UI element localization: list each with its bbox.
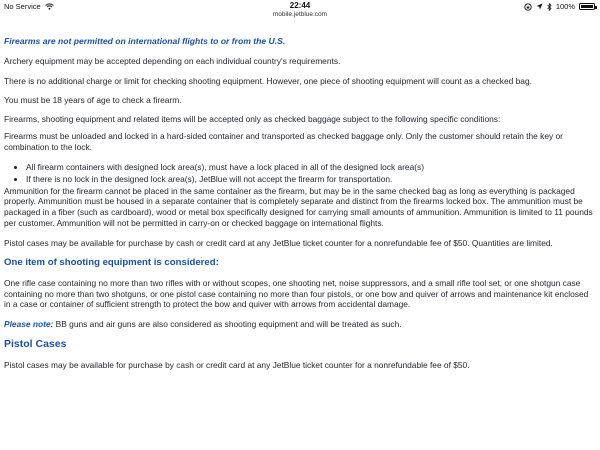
clock: 22:44 xyxy=(289,1,311,10)
note-paragraph xyxy=(4,319,596,330)
shooting-equipment-paragraph: One rifle case containing no more than two rifles with or without scopes, one shooting net, noise suppressors, and a small rifle tool set, or one shotgun case containing no more than two shotguns, or one pistol case containing no more than four pistols, or one bow and quiver of arrows and maintenance kit enclosed in a case or container of sufficient strength to protect the bow and quiver with arrows from accidental damage. xyxy=(4,277,589,310)
unloaded-paragraph: Firearms must be unloaded and locked in a hard-sided container and transported as checked baggage only. Only the customer should retain the key or combination to the lock. xyxy=(4,131,563,153)
pistol-cases-heading: Pistol Cases xyxy=(4,338,67,351)
archery-paragraph: Archery equipment may be accepted depending on each individual country's requirements. xyxy=(4,56,341,67)
url-bar[interactable]: mobile.jetblue.com xyxy=(272,11,328,18)
bluetooth-icon xyxy=(547,3,552,11)
pistol-cases-paragraph: Pistol cases may be available for purchase by cash or credit card at any JetBlue ticket counter for a nonrefundable fee of $50. Quantities are limited. xyxy=(4,237,553,248)
status-right xyxy=(524,2,595,11)
age-paragraph: You must be 18 years of age to check a firearm. xyxy=(4,95,182,106)
article-content xyxy=(4,36,596,379)
international-warning: Firearms are not permitted on international flights to or from the U.S. xyxy=(4,36,286,46)
battery-icon xyxy=(579,3,595,10)
note-label: Please note: xyxy=(4,318,54,329)
lock-requirements-list xyxy=(26,162,596,185)
shooting-equipment-heading: One item of shooting equipment is considered: xyxy=(4,257,219,269)
no-charge-paragraph: There is no additional charge or limit for checking shooting equipment. However, one piece of shooting equipment will count as a checked bag. xyxy=(4,75,532,86)
conditions-paragraph: Firearms, shooting equipment and related items will be accepted only as checked baggage subject to the following specific conditions: xyxy=(4,114,501,125)
ammunition-paragraph: Ammunition for the firearm cannot be placed in the same container as the firearm, but may be in the same checked bag as long as everything is packaged properly. Ammunition must be housed in a separate container that is completely separate and distinct from the firearms locked box. The ammunition must be packaged in a fiber (such as cardboard), wood or metal box specifically designed for carrying small amounts of ammunition. Ammunition is limited to 11 pounds per customer. Ammunition will not be permitted in carry-on or checked baggage on international flights. xyxy=(4,185,593,229)
pistol-cases-fee-paragraph: Pistol cases may be available for purchase by cash or credit card at any JetBlue ticket counter for a nonrefundable fee of $50. xyxy=(4,359,470,370)
status-bar xyxy=(0,0,600,22)
battery-percent: 100% xyxy=(555,2,575,11)
carrier-label: No Service xyxy=(4,2,41,11)
list-item: • If there is no lock in the designed lock area(s), JetBlue will not accept the firearm for transportation. xyxy=(26,174,596,185)
note-text: BB guns and air guns are also considered as shooting equipment and will be treated as such. xyxy=(53,318,402,329)
orientation-lock-icon xyxy=(524,3,532,11)
list-item: • All firearm containers with designed lock area(s), must have a lock placed in all of the designed lock area(s) xyxy=(26,162,596,173)
location-arrow-icon xyxy=(536,3,543,10)
